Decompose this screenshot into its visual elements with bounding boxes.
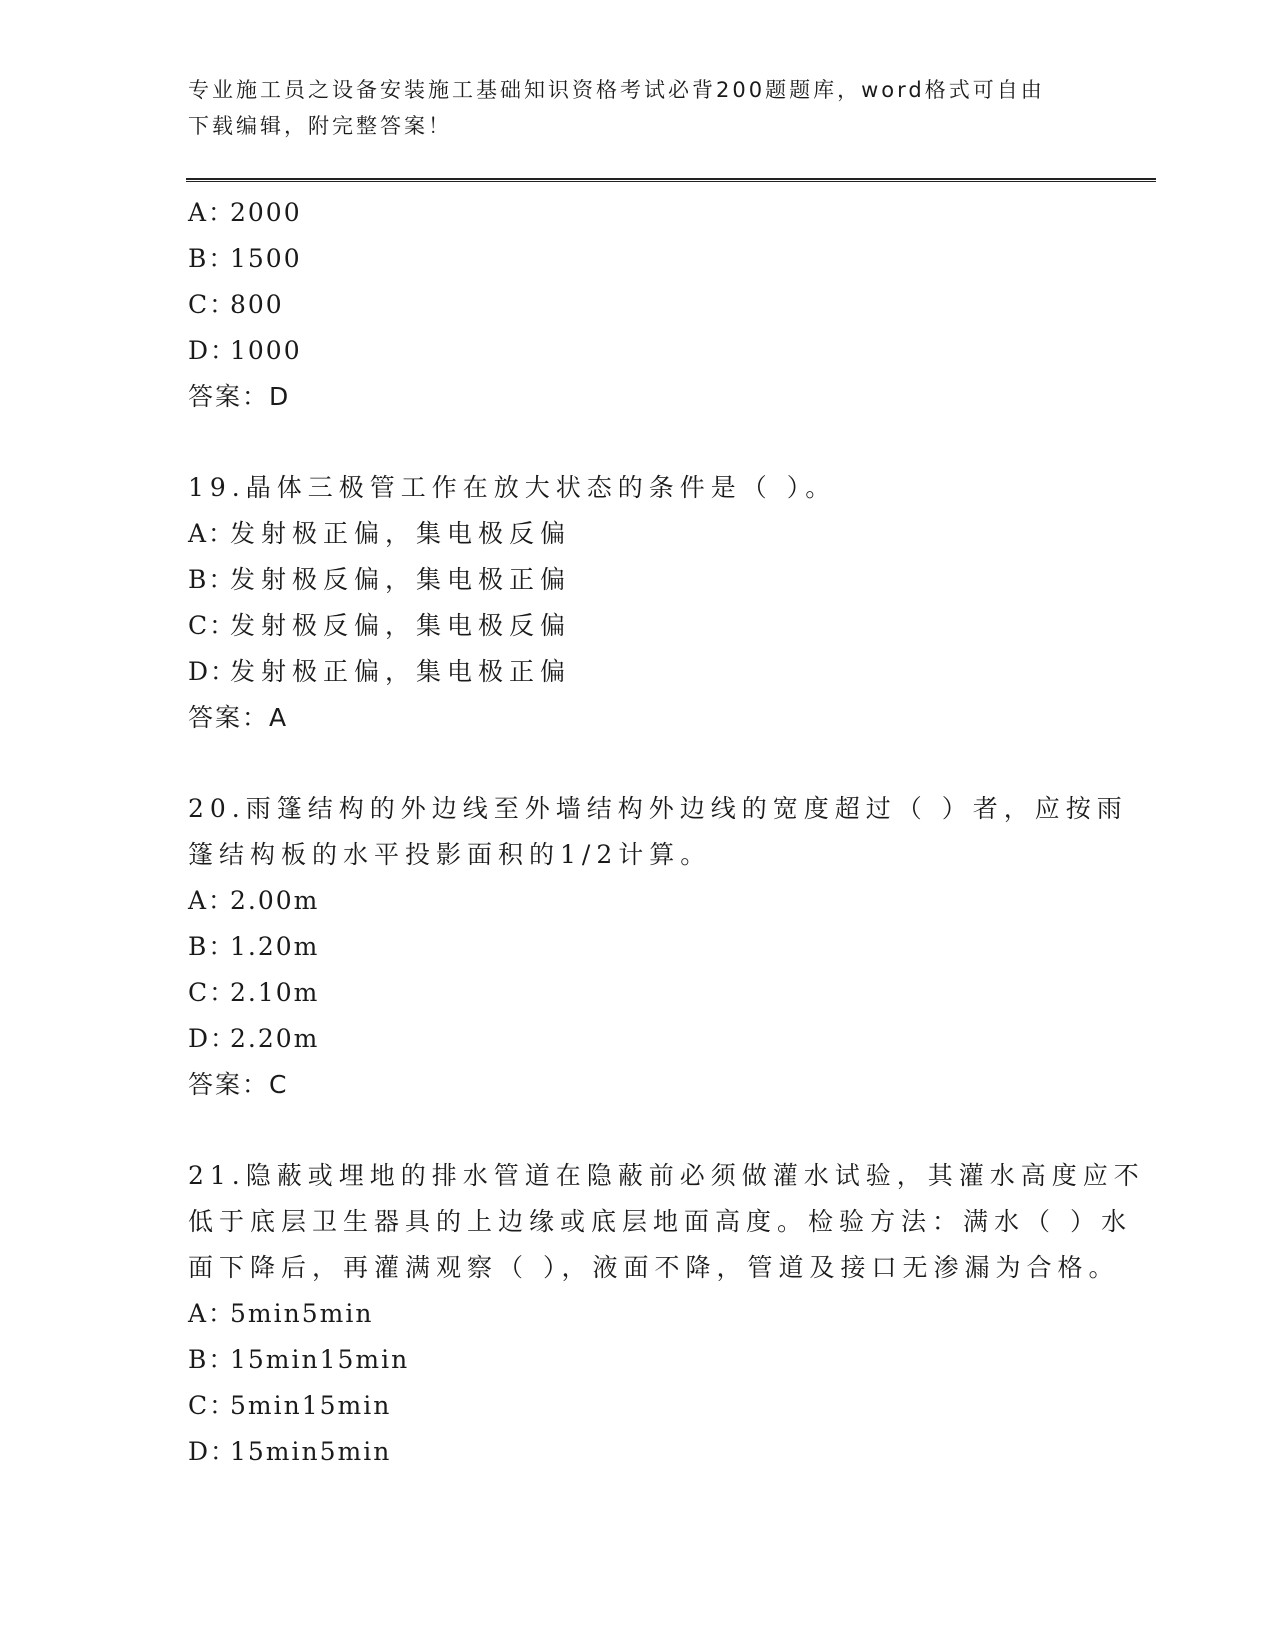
question-stem-line-1: 21.隐蔽或埋地的排水管道在隐蔽前必须做灌水试验，其灌水高度应不 — [188, 1161, 1145, 1190]
question-20 — [188, 786, 1128, 1108]
header-line-2: 下载编辑，附完整答案！ — [188, 114, 452, 138]
option-d: D：1000 — [188, 336, 302, 365]
header-divider — [186, 178, 1156, 182]
option-d: D：15min5min — [188, 1437, 392, 1466]
header-line-1: 专业施工员之设备安装施工基础知识资格考试必背200题题库，word格式可自由 — [188, 78, 1045, 102]
document-header — [188, 72, 1088, 144]
option-c: C：800 — [188, 290, 284, 319]
question-19 — [188, 465, 1088, 741]
question-18 — [188, 190, 1088, 420]
option-b: B：1500 — [188, 244, 302, 273]
option-b: B：15min15min — [188, 1345, 410, 1374]
answer: 答案：D — [188, 382, 291, 411]
answer: 答案：C — [188, 1070, 289, 1099]
option-a: A：5min5min — [188, 1299, 374, 1328]
option-a: A：2.00m — [188, 886, 320, 915]
answer: 答案：A — [188, 703, 289, 732]
option-d: D：发射极正偏，集电极正偏 — [188, 657, 572, 686]
option-c: C：5min15min — [188, 1391, 392, 1420]
option-a: A：2000 — [188, 198, 302, 227]
question-list — [188, 190, 1145, 1475]
question-stem-line-1: 20.雨篷结构的外边线至外墙结构外边线的宽度超过（ ）者，应按雨 — [188, 794, 1128, 823]
option-b: B：发射极反偏，集电极正偏 — [188, 565, 572, 594]
question-stem-line-3: 面下降后，再灌满观察（ ），液面不降，管道及接口无渗漏为合格。 — [188, 1253, 1120, 1282]
question-stem-line-2: 篷结构板的水平投影面积的1/2计算。 — [188, 840, 712, 869]
question-stem-line-2: 低于底层卫生器具的上边缘或底层地面高度。检验方法：满水（ ）水 — [188, 1207, 1132, 1236]
option-a: A：发射极正偏，集电极反偏 — [188, 519, 572, 548]
question-21 — [188, 1153, 1145, 1475]
question-stem: 19.晶体三极管工作在放大状态的条件是（ ）。 — [188, 473, 837, 502]
option-c: C：发射极反偏，集电极反偏 — [188, 611, 572, 640]
option-c: C：2.10m — [188, 978, 320, 1007]
option-b: B：1.20m — [188, 932, 320, 961]
option-d: D：2.20m — [188, 1024, 320, 1053]
